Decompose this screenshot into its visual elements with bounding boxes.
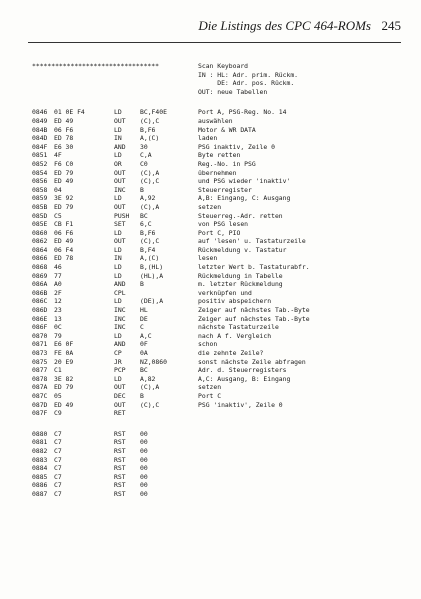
mnemonic: CPL	[114, 288, 126, 297]
spacer	[32, 418, 402, 430]
code-line	[32, 392, 402, 401]
code-line	[32, 126, 402, 135]
mnemonic: LD	[114, 374, 122, 383]
comment: von PSG lesen	[198, 220, 249, 229]
code-line	[32, 438, 402, 447]
header-rule	[28, 42, 401, 43]
hex-bytes: 0C	[54, 323, 62, 332]
address: 0877	[32, 366, 48, 375]
hex-bytes: C1	[54, 366, 62, 375]
address: 0881	[32, 438, 48, 447]
operand: 00	[140, 464, 148, 473]
operand: 00	[140, 472, 148, 481]
code-line	[32, 306, 402, 315]
mnemonic: LD	[114, 245, 122, 254]
mnemonic: RST	[114, 489, 126, 498]
operand: (C),A	[140, 168, 160, 177]
hex-bytes: 06 F6	[54, 125, 74, 134]
operand: (C),C	[140, 177, 160, 186]
mnemonic: OUT	[114, 237, 126, 246]
hex-bytes: 23	[54, 306, 62, 315]
hex-bytes: F6 C0	[54, 159, 74, 168]
mnemonic: LD	[114, 297, 122, 306]
code-line	[32, 366, 402, 375]
hex-bytes: ED 79	[54, 202, 74, 211]
code-line	[32, 246, 402, 255]
code-line	[32, 473, 402, 482]
mnemonic: RST	[114, 438, 126, 447]
operand: A,(C)	[140, 254, 160, 263]
address: 086E	[32, 314, 48, 323]
code-line	[32, 203, 402, 212]
address: 085B	[32, 202, 48, 211]
hex-bytes: C7	[54, 446, 62, 455]
code-line	[32, 447, 402, 456]
operand: C0	[140, 159, 148, 168]
mnemonic: OUT	[114, 177, 126, 186]
hex-bytes: A0	[54, 280, 62, 289]
mnemonic: RST	[114, 481, 126, 490]
address: 0869	[32, 271, 48, 280]
mnemonic: LD	[114, 228, 122, 237]
code-line	[32, 358, 402, 367]
address: 0873	[32, 349, 48, 357]
code-line	[32, 117, 402, 126]
code-line	[32, 272, 402, 281]
code-line	[32, 108, 402, 117]
code-line	[32, 332, 402, 341]
code-line	[32, 456, 402, 465]
address: 085E	[32, 220, 48, 229]
address: 084D	[32, 134, 48, 143]
mnemonic: RST	[114, 455, 126, 464]
code-block-scan	[32, 108, 402, 417]
mnemonic: SET	[114, 220, 126, 229]
mnemonic: IN	[114, 254, 122, 263]
comment: Steuerreg.-Adr. retten	[198, 211, 283, 220]
operand: A,82	[140, 374, 156, 383]
mnemonic: INC	[114, 323, 126, 332]
address: 0884	[32, 464, 48, 473]
operand: BC	[140, 211, 148, 220]
operand: BC,F40E	[140, 108, 167, 117]
comment: nach A f. Vergleich	[198, 331, 272, 340]
hex-bytes: C7	[54, 489, 62, 498]
mnemonic: INC	[114, 185, 126, 194]
mnemonic: DEC	[114, 391, 126, 400]
operand: 00	[140, 489, 148, 498]
address: 0885	[32, 472, 48, 481]
operand: 30	[140, 142, 148, 151]
code-line	[32, 280, 402, 289]
hex-bytes: C5	[54, 211, 62, 220]
address: 087A	[32, 383, 48, 392]
comment: Rückmeldung in Tabelle	[198, 271, 283, 280]
page-header	[0, 18, 421, 38]
address: 0854	[32, 168, 48, 177]
hex-bytes: CB F1	[54, 220, 74, 229]
code-line	[32, 169, 402, 178]
mnemonic: RST	[114, 446, 126, 455]
operand: 00	[140, 429, 148, 438]
address: 0846	[32, 108, 48, 117]
operand: 0A	[140, 349, 148, 357]
intro-line	[32, 88, 402, 97]
operand: (C),A	[140, 383, 160, 392]
operand: A,(C)	[140, 134, 160, 143]
mnemonic: INC	[114, 314, 126, 323]
intro-line	[32, 71, 402, 80]
comment: PSG inaktiv, Zeile 0	[198, 142, 275, 151]
comment: letzter Wert b. Tastaturabfr.	[198, 263, 310, 272]
hex-bytes: ED 49	[54, 177, 74, 186]
code-line	[32, 160, 402, 169]
code-line	[32, 401, 402, 410]
hex-bytes: ED 78	[54, 134, 74, 143]
operand: 00	[140, 455, 148, 464]
code-line	[32, 490, 402, 499]
mnemonic: OUT	[114, 400, 126, 409]
hex-bytes: FE 0A	[54, 349, 74, 357]
mnemonic: LD	[114, 263, 122, 272]
comment: Zeiger auf nächstes Tab.-Byte	[198, 306, 310, 315]
address: 0866	[32, 254, 48, 263]
mnemonic: OUT	[114, 168, 126, 177]
running-title: Die Listings des CPC 464-ROMs	[198, 18, 371, 33]
hex-bytes: 4F	[54, 151, 62, 160]
operand: B,F6	[140, 228, 156, 237]
operand: BC	[140, 366, 148, 375]
operand: (C),C	[140, 116, 160, 125]
mnemonic: OR	[114, 159, 122, 168]
address: 0862	[32, 237, 48, 246]
hex-bytes: C7	[54, 429, 62, 438]
code-line	[32, 186, 402, 195]
address: 0887	[32, 489, 48, 498]
code-line	[32, 151, 402, 160]
hex-bytes: 12	[54, 297, 62, 306]
intro-line	[32, 79, 402, 88]
operand: B,(HL)	[140, 263, 164, 272]
mnemonic: AND	[114, 340, 126, 349]
operand: B	[140, 391, 144, 400]
hex-bytes: C7	[54, 472, 62, 481]
code-line	[32, 349, 402, 358]
hex-bytes: 20 E9	[54, 357, 74, 366]
address: 0856	[32, 177, 48, 186]
hex-bytes: 77	[54, 271, 62, 280]
address: 0849	[32, 116, 48, 125]
mnemonic: IN	[114, 134, 122, 143]
mnemonic: LD	[114, 194, 122, 203]
comment: Rückmeldung v. Tastatur	[198, 245, 287, 254]
address: 086D	[32, 306, 48, 315]
hex-bytes: 3E 92	[54, 194, 74, 203]
hex-bytes: 06 F6	[54, 228, 74, 237]
address: 0870	[32, 331, 48, 340]
comment: lesen	[198, 254, 218, 263]
hex-bytes: C9	[54, 409, 62, 418]
mnemonic: OUT	[114, 202, 126, 211]
mnemonic: LD	[114, 331, 122, 340]
hex-bytes: 2F	[54, 288, 62, 297]
comment: Steuerregister	[198, 185, 252, 194]
mnemonic: JR	[114, 357, 122, 366]
routine-comment: OUT: neue Tabellen	[198, 87, 268, 96]
hex-bytes: ED 49	[54, 400, 74, 409]
comment: und PSG wieder 'inaktiv'	[198, 177, 291, 186]
intro-line	[32, 62, 402, 71]
hex-bytes: ED 49	[54, 237, 74, 246]
address: 086B	[32, 288, 48, 297]
code-line	[32, 315, 402, 324]
operand: NZ,0860	[140, 357, 167, 366]
operand: 00	[140, 446, 148, 455]
code-line	[32, 237, 402, 246]
comment: die zehnte Zeile?	[198, 349, 264, 357]
comment: m. letzter Rückmeldung	[198, 280, 283, 289]
operand: C	[140, 323, 144, 332]
operand: B	[140, 280, 144, 289]
address: 0868	[32, 263, 48, 272]
routine-comment: Scan Keyboard	[198, 62, 249, 70]
code-line	[32, 212, 402, 221]
comment: laden	[198, 134, 218, 143]
comment: verknüpfen und	[198, 288, 252, 297]
mnemonic: AND	[114, 280, 126, 289]
comment: auswählen	[198, 116, 233, 125]
operand: (HL),A	[140, 271, 164, 280]
hex-bytes: ED 49	[54, 116, 74, 125]
comment: Port A, PSG-Reg. No. 14	[198, 108, 287, 117]
address: 084F	[32, 142, 48, 151]
code-line	[32, 177, 402, 186]
code-line	[32, 263, 402, 272]
hex-bytes: 46	[54, 263, 62, 272]
address: 0859	[32, 194, 48, 203]
hex-bytes: C7	[54, 464, 62, 473]
operand: A,C	[140, 331, 152, 340]
address: 0864	[32, 245, 48, 254]
comment: auf 'lesen' u. Tastaturzeile	[198, 237, 306, 246]
star-separator: *********************************	[32, 62, 159, 70]
comment: sonst nächste Zeile abfragen	[198, 357, 306, 366]
address: 0851	[32, 151, 48, 160]
comment: Port C	[198, 391, 222, 400]
hex-bytes: 01 0E F4	[54, 108, 85, 117]
address: 0852	[32, 159, 48, 168]
mnemonic: RST	[114, 464, 126, 473]
address: 086F	[32, 323, 48, 332]
hex-bytes: E6 0F	[54, 340, 74, 349]
hex-bytes: C7	[54, 481, 62, 490]
address: 0875	[32, 357, 48, 366]
comment: PSG 'inaktiv', Zeile 0	[198, 400, 283, 409]
routine-comment: DE: Adr. pos. Rückm.	[198, 79, 295, 88]
comment: setzen	[198, 383, 222, 392]
operand: (C),C	[140, 237, 160, 246]
code-line	[32, 254, 402, 263]
operand: 00	[140, 438, 148, 447]
comment: Reg.-No. in PSG	[198, 159, 256, 168]
address: 086C	[32, 297, 48, 306]
code-line	[32, 340, 402, 349]
operand: 0F	[140, 340, 148, 349]
mnemonic: RST	[114, 472, 126, 481]
mnemonic: LD	[114, 125, 122, 134]
mnemonic: LD	[114, 151, 122, 160]
code-line	[32, 464, 402, 473]
comment: positiv abspeichern	[198, 297, 272, 306]
hex-bytes: 13	[54, 314, 62, 323]
code-line	[32, 383, 402, 392]
spacer	[32, 96, 402, 108]
hex-bytes: ED 79	[54, 383, 74, 392]
mnemonic: OUT	[114, 383, 126, 392]
address: 087C	[32, 391, 48, 400]
hex-bytes: 79	[54, 331, 62, 340]
hex-bytes: 05	[54, 391, 62, 400]
page-number: 245	[381, 18, 401, 33]
code-line	[32, 481, 402, 490]
address: 087D	[32, 400, 48, 409]
operand: B	[140, 185, 144, 194]
code-line	[32, 194, 402, 203]
mnemonic: PCP	[114, 366, 126, 375]
operand: B,F6	[140, 125, 156, 134]
code-line	[32, 229, 402, 238]
hex-bytes: 06 F4	[54, 245, 74, 254]
comment: Port C, PIO	[198, 228, 241, 237]
mnemonic: LD	[114, 108, 122, 117]
code-line	[32, 375, 402, 384]
address: 0880	[32, 429, 48, 438]
comment: Motor & WR DATA	[198, 125, 256, 134]
operand: (C),A	[140, 202, 160, 211]
assembly-listing	[32, 62, 402, 499]
operand: (DE),A	[140, 297, 164, 306]
comment: Adr. d. Steuerregisters	[198, 366, 287, 375]
comment: A,B: Eingang, C: Ausgang	[198, 194, 291, 203]
code-line	[32, 297, 402, 306]
hex-bytes: ED 79	[54, 168, 74, 177]
comment: Zeiger auf nächstes Tab.-Byte	[198, 314, 310, 323]
hex-bytes: 3E 82	[54, 374, 74, 383]
operand: DE	[140, 314, 148, 323]
comment: schon	[198, 340, 218, 349]
address: 0878	[32, 374, 48, 383]
code-line	[32, 409, 402, 418]
comment: A,C: Ausgang, B: Eingang	[198, 374, 291, 383]
operand: 00	[140, 481, 148, 490]
address: 0883	[32, 455, 48, 464]
mnemonic: AND	[114, 142, 126, 151]
mnemonic: OUT	[114, 116, 126, 125]
code-block-rst	[32, 430, 402, 499]
comment: Byte retten	[198, 151, 241, 160]
hex-bytes: ED 78	[54, 254, 74, 263]
hex-bytes: 04	[54, 185, 62, 194]
comment: nächste Tastaturzeile	[198, 323, 279, 332]
operand: A,92	[140, 194, 156, 203]
code-line	[32, 289, 402, 298]
mnemonic: RET	[114, 409, 126, 418]
address: 0882	[32, 446, 48, 455]
operand: (C),C	[140, 400, 160, 409]
comment: übernehmen	[198, 168, 237, 177]
mnemonic: RST	[114, 429, 126, 438]
address: 085D	[32, 211, 48, 220]
address: 084B	[32, 125, 48, 134]
address: 0886	[32, 481, 48, 490]
hex-bytes: C7	[54, 438, 62, 447]
address: 0860	[32, 228, 48, 237]
mnemonic: PUSH	[114, 211, 130, 220]
address: 0858	[32, 185, 48, 194]
code-line	[32, 143, 402, 152]
operand: HL	[140, 306, 148, 315]
operand: 6,C	[140, 220, 152, 229]
hex-bytes: E6 30	[54, 142, 74, 151]
code-line	[32, 220, 402, 229]
operand: C,A	[140, 151, 152, 160]
address: 0871	[32, 340, 48, 349]
hex-bytes: C7	[54, 455, 62, 464]
comment: setzen	[198, 202, 222, 211]
address: 087F	[32, 409, 48, 418]
operand: B,F4	[140, 245, 156, 254]
mnemonic: INC	[114, 306, 126, 315]
code-line	[32, 134, 402, 143]
code-line	[32, 323, 402, 332]
address: 086A	[32, 280, 48, 289]
mnemonic: LD	[114, 271, 122, 280]
code-line	[32, 430, 402, 439]
mnemonic: CP	[114, 349, 122, 357]
routine-comment: IN : HL: Adr. prim. Rückm.	[198, 70, 299, 79]
